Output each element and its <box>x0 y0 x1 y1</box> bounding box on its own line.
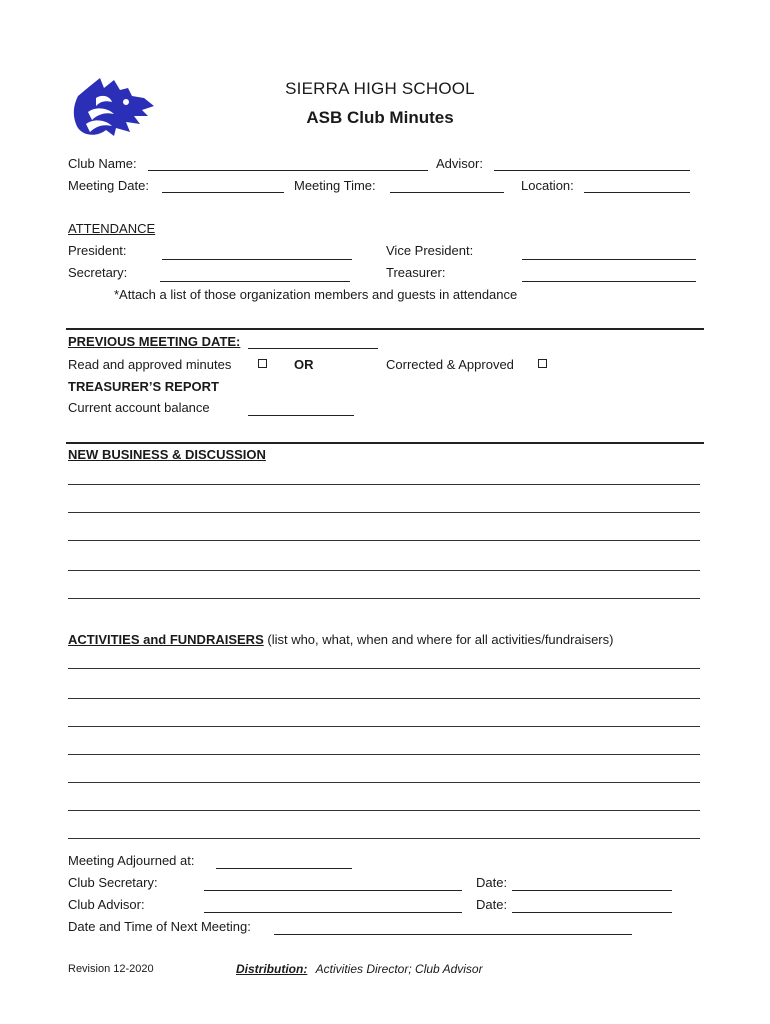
club-secretary-label: Club Secretary: <box>68 875 158 890</box>
section-divider-2 <box>66 442 704 444</box>
distribution-row <box>236 962 483 976</box>
meeting-date-field[interactable] <box>162 192 284 193</box>
meeting-time-field[interactable] <box>390 192 504 193</box>
new-business-line[interactable] <box>68 540 700 541</box>
read-approved-label: Read and approved minutes <box>68 357 232 372</box>
new-business-heading: NEW BUSINESS & DISCUSSION <box>68 447 266 462</box>
club-name-label: Club Name: <box>68 156 137 171</box>
location-field[interactable] <box>584 192 690 193</box>
distribution-label: Distribution: <box>236 962 308 976</box>
advisor-date-label: Date: <box>476 897 508 912</box>
activities-line[interactable] <box>68 782 700 783</box>
president-field[interactable] <box>162 259 352 260</box>
treasurer-report-heading: TREASURER’S REPORT <box>68 379 219 394</box>
club-secretary-field[interactable] <box>204 890 462 891</box>
next-meeting-field[interactable] <box>274 934 632 935</box>
secretary-date-label: Date: <box>476 875 508 890</box>
adjourned-field[interactable] <box>216 868 352 869</box>
secretary-label: Secretary: <box>68 265 128 280</box>
page-title: ASB Club Minutes <box>306 108 454 127</box>
treasurer-label: Treasurer: <box>386 265 446 280</box>
advisor-field[interactable] <box>494 170 690 171</box>
corrected-approved-checkbox[interactable] <box>538 359 547 368</box>
school-name: SIERRA HIGH SCHOOL <box>285 79 475 98</box>
secretary-date-field[interactable] <box>512 890 672 891</box>
vice-president-field[interactable] <box>522 259 696 260</box>
club-name-field[interactable] <box>148 170 428 171</box>
distribution-value: Activities Director; Club Advisor <box>315 962 483 976</box>
treasurer-field[interactable] <box>522 281 696 282</box>
balance-label: Current account balance <box>68 400 210 415</box>
advisor-label: Advisor: <box>436 156 483 171</box>
attendance-heading: ATTENDANCE <box>68 221 156 236</box>
advisor-date-field[interactable] <box>512 912 672 913</box>
club-advisor-field[interactable] <box>204 912 462 913</box>
next-meeting-label: Date and Time of Next Meeting: <box>68 919 251 934</box>
new-business-line[interactable] <box>68 484 700 485</box>
read-approved-checkbox[interactable] <box>258 359 267 368</box>
activities-line[interactable] <box>68 668 700 669</box>
adjourned-label: Meeting Adjourned at: <box>68 853 195 868</box>
previous-meeting-date-field[interactable] <box>248 348 378 349</box>
new-business-line[interactable] <box>68 570 700 571</box>
or-label: OR <box>294 357 314 372</box>
activities-line[interactable] <box>68 754 700 755</box>
activities-subtitle: (list who, what, when and where for all activities/fundraisers) <box>263 632 614 647</box>
president-label: President: <box>68 243 127 258</box>
activities-heading-row <box>68 632 613 648</box>
new-business-line[interactable] <box>68 598 700 599</box>
vice-president-label: Vice President: <box>386 243 474 258</box>
club-advisor-label: Club Advisor: <box>68 897 145 912</box>
activities-line[interactable] <box>68 698 700 699</box>
new-business-line[interactable] <box>68 512 700 513</box>
previous-meeting-heading: PREVIOUS MEETING DATE: <box>68 334 241 349</box>
attendance-note: *Attach a list of those organization members and guests in attendance <box>114 287 518 302</box>
activities-line[interactable] <box>68 838 700 839</box>
location-label: Location: <box>521 178 574 193</box>
balance-field[interactable] <box>248 415 354 416</box>
secretary-field[interactable] <box>160 281 350 282</box>
meeting-time-label: Meeting Time: <box>294 178 376 193</box>
meeting-date-label: Meeting Date: <box>68 178 149 193</box>
activities-line[interactable] <box>68 810 700 811</box>
activities-line[interactable] <box>68 726 700 727</box>
section-divider-1 <box>66 328 704 330</box>
corrected-approved-label: Corrected & Approved <box>386 357 514 372</box>
activities-heading: ACTIVITIES and FUNDRAISERS <box>68 632 264 647</box>
revision-label: Revision 12-2020 <box>68 963 154 975</box>
